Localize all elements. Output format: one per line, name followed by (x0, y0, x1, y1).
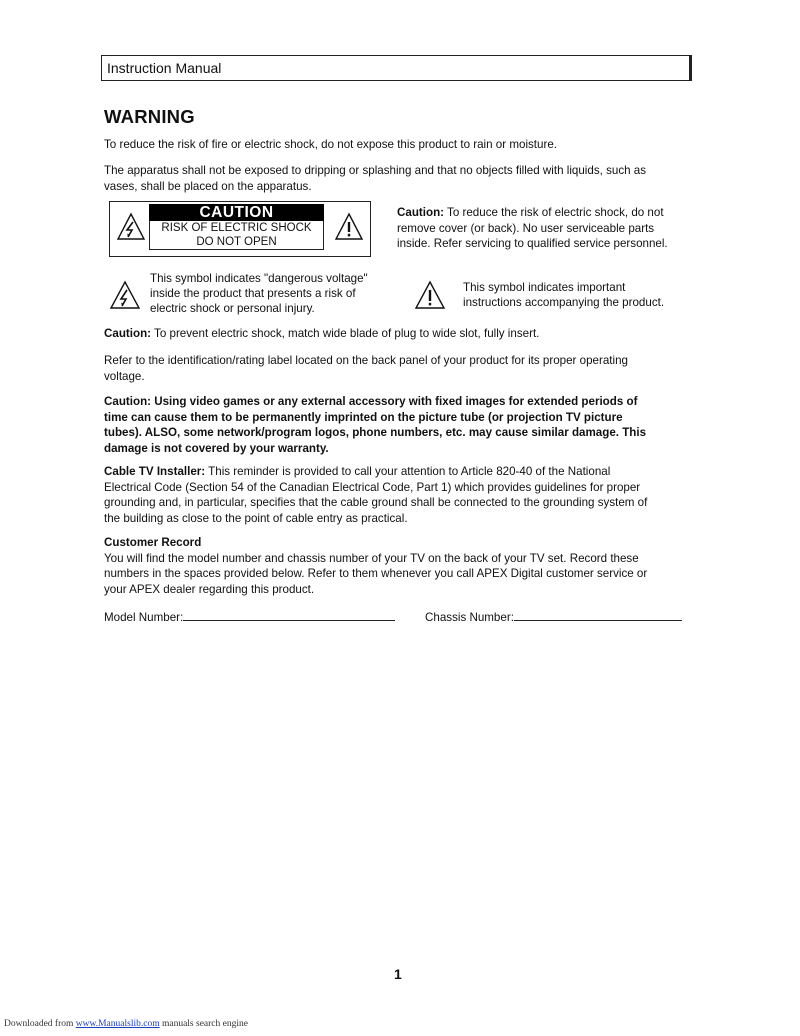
paragraph-line: This symbol indicates important (463, 281, 626, 294)
instructions-symbol-text (463, 280, 664, 310)
caution-label (109, 201, 371, 257)
caution-text: To prevent electric shock, match wide blade of plug to wide slot, fully insert. (151, 327, 540, 340)
cable-lead: Cable TV Installer: (104, 465, 206, 478)
paragraph-line: instructions accompanying the product. (463, 296, 665, 309)
paragraph-line: grounding and, in particular, specifies that the cable ground shall be connected to the grounding system of (104, 496, 648, 509)
chassis-number-blank[interactable] (514, 610, 682, 621)
caution-lead: Caution: (397, 206, 445, 219)
paragraph-line: Electrical Code (Section 54 of the Canadian Electrical Code, Part 1) which provides guidelines for proper (104, 480, 641, 494)
caution-label-text (149, 204, 324, 250)
voltage-symbol-text (150, 271, 368, 316)
paragraph-line: electric shock or personal injury. (150, 302, 315, 315)
page-number: 1 (394, 966, 402, 982)
paragraph-line: Refer to the identification/rating label located on the back panel of your product for its proper operating (104, 354, 628, 367)
paragraph-line: remove cover (or back). No user serviceable parts (397, 221, 655, 235)
customer-record-section (104, 535, 647, 597)
chassis-number-label: Chassis Number: (425, 611, 514, 624)
model-number-label: Model Number: (104, 611, 184, 624)
cable-text: This reminder is provided to call your attention to Article 820-40 of the National (205, 465, 611, 478)
footer-prefix: Downloaded from (4, 1019, 76, 1029)
model-number-blank[interactable] (183, 610, 395, 621)
footer-suffix: manuals search engine (159, 1019, 248, 1029)
model-number-field[interactable] (104, 610, 395, 626)
rating-paragraph (104, 353, 628, 384)
paragraph-line: This symbol indicates "dangerous voltage" (150, 272, 368, 285)
caution-cover-text (397, 205, 668, 252)
lightning-warning-icon (109, 280, 141, 310)
manual-title: Instruction Manual (107, 60, 222, 76)
warning-paragraph-2 (104, 163, 646, 194)
paragraph-line: The apparatus shall not be exposed to dripping or splashing and that no objects filled with liquids, such as (104, 164, 647, 177)
caution-banner: CAUTION (149, 204, 324, 221)
paragraph-line: You will find the model number and chassis number of your TV on the back of your TV set. Record these (104, 551, 639, 565)
paragraph-line: inside. Refer servicing to qualified service personnel. (397, 237, 668, 250)
warning-heading: WARNING (104, 106, 195, 127)
customer-record-title: Customer Record (104, 536, 202, 549)
paragraph-line: numbers in the spaces provided below. Refer to them whenever you call APEX Digital customer service or (104, 567, 648, 580)
caution-games-paragraph (104, 394, 646, 456)
manualslib-link[interactable]: www.Manualslib.com (75, 1019, 160, 1029)
paragraph-line (104, 464, 647, 480)
paragraph-line: damage is not covered by your warranty. (104, 441, 329, 455)
paragraph-line: inside the product that presents a risk of (150, 287, 356, 300)
lightning-warning-icon (116, 212, 146, 242)
caution-lead: Caution: (104, 327, 152, 340)
download-footer (4, 1019, 248, 1029)
header-box (101, 55, 692, 81)
paragraph-line: voltage. (104, 369, 145, 383)
caution-plug-text (104, 326, 539, 342)
paragraph-line: the building as close to the point of cable entry as practical. (104, 511, 408, 525)
exclamation-warning-icon (334, 212, 364, 242)
caution-line-2: DO NOT OPEN (149, 235, 324, 250)
caution-line-1: RISK OF ELECTRIC SHOCK (149, 221, 324, 235)
chassis-number-field[interactable] (425, 610, 682, 626)
warning-paragraph-1: To reduce the risk of fire or electric shock, do not expose this product to rain or moisture. (104, 138, 558, 151)
caution-text: To reduce the risk of electric shock, do not (444, 206, 664, 219)
paragraph-line: time can cause them to be permanently imprinted on the picture tube (or projection TV picture (104, 410, 623, 424)
paragraph-line (397, 205, 668, 221)
paragraph-line: vases, shall be placed on the apparatus. (104, 179, 312, 193)
paragraph-line: your APEX dealer regarding this product. (104, 582, 315, 596)
cable-installer-paragraph (104, 464, 647, 526)
paragraph-line: tubes). ALSO, some network/program logos, phone numbers, etc. may cause similar damage. This (104, 426, 647, 439)
paragraph-line: Caution: Using video games or any external accessory with fixed images for extended periods of (104, 395, 638, 408)
exclamation-warning-icon (414, 280, 446, 310)
